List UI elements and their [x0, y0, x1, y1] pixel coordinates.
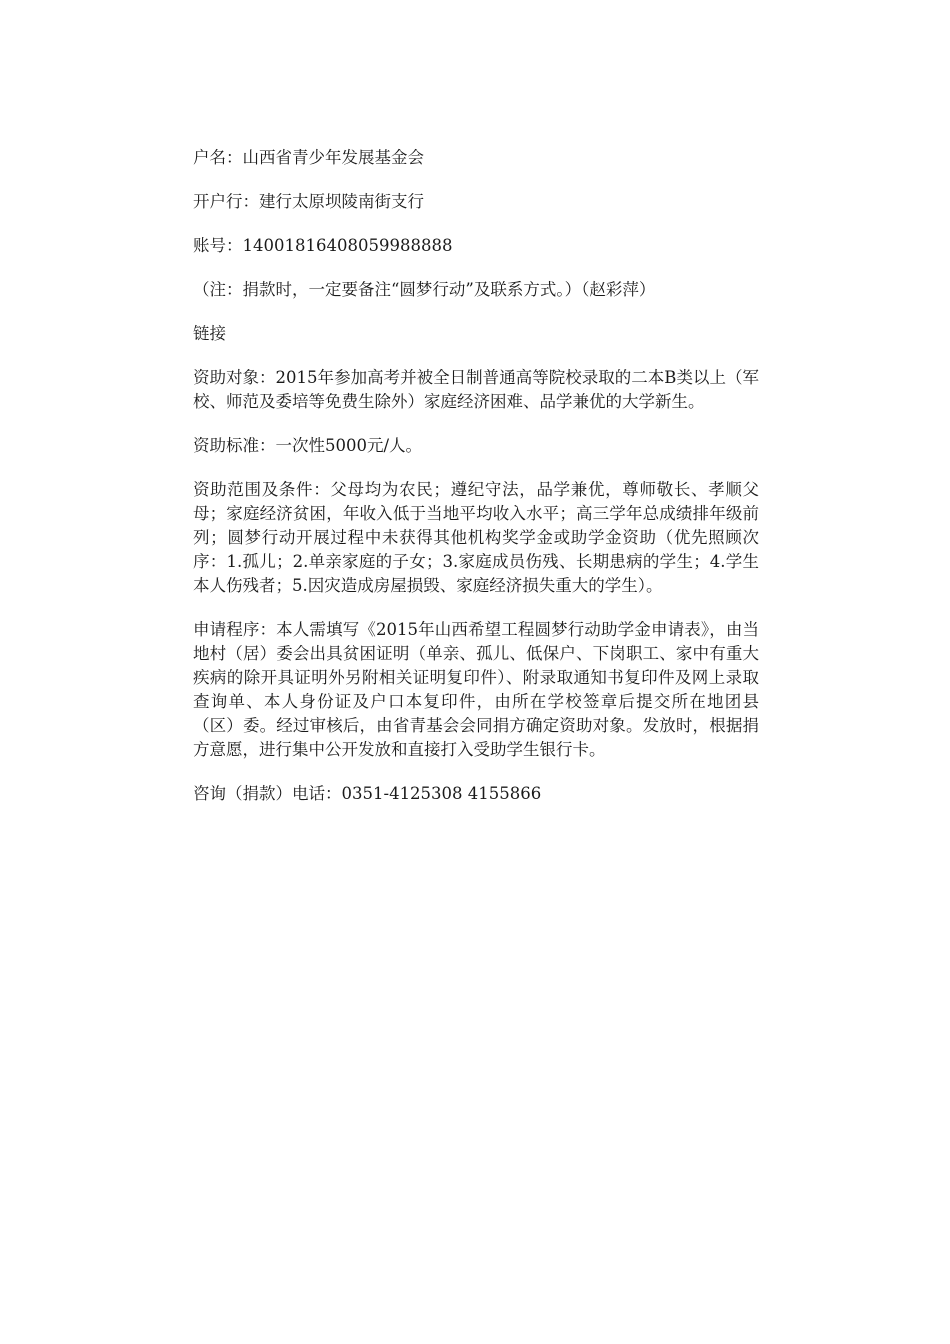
- account-name-line: 户名：山西省青少年发展基金会: [193, 148, 424, 167]
- donation-note-line: （注：捐款时，一定要备注“圆梦行动”及联系方式。）（赵彩萍）: [193, 280, 656, 299]
- bank-branch-line: 开户行：建行太原坝陵南街支行: [193, 192, 424, 211]
- document-body: [193, 146, 759, 826]
- account-number-line: 账号：14001816408059988888: [193, 236, 453, 255]
- application-procedure-paragraph: 申请程序：本人需填写《2015年山西希望工程圆梦行动助学金申请表》，由当地村（居）委会出具贫困证明（单亲、孤儿、低保户、下岗职工、家中有重大疾病的除开具证明外另附相关证明复印件）、附录取通知书复印件及网上录取查询单、本人身份证及户口本复印件，由所在学校签章后提交所在地团县（区）委。经过审核后，由省青基会会同捐方确定资助对象。发放时，根据捐方意愿，进行集中公开发放和直接打入受助学生银行卡。: [193, 620, 759, 759]
- funding-standard-paragraph: 资助标准：一次性5000元/人。: [193, 436, 423, 455]
- contact-phone-line: 咨询（捐款）电话：0351-4125308 4155866: [193, 784, 542, 803]
- funding-conditions-paragraph: 资助范围及条件：父母均为农民；遵纪守法，品学兼优，尊师敬长、孝顺父母；家庭经济贫困，年收入低于当地平均收入水平；高三学年总成绩排年级前列；圆梦行动开展过程中未获得其他机构奖学金或助学金资助（优先照顾次序：1.孤儿；2.单亲家庭的子女；3.家庭成员伤残、长期患病的学生；4.学生本人伤残者；5.因灾造成房屋损毁、家庭经济损失重大的学生）。: [193, 480, 759, 595]
- funding-target-paragraph: 资助对象：2015年参加高考并被全日制普通高等院校录取的二本B类以上（军校、师范及委培等免费生除外）家庭经济困难、品学兼优的大学新生。: [193, 368, 759, 411]
- link-label: 链接: [193, 324, 226, 343]
